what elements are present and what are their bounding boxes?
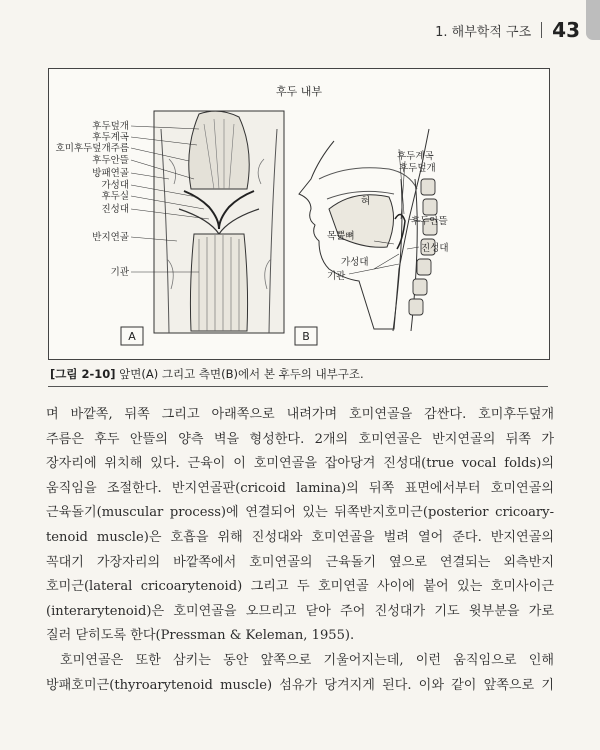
body-line: 장자리에 위치해 있다. 근육이 이 호미연골을 잡아당겨 진성대(true vocal folds)의	[46, 456, 554, 472]
page-tab-marker	[586, 0, 600, 40]
page-number: 43	[552, 18, 580, 42]
body-line: 호미연골은 또한 삼키는 동안 앞쪽으로 기울어지는데, 이런 움직임으로 인해	[60, 652, 554, 668]
body-line: 근육돌기(muscular process)에 연결되어 있는 뒤쪽반지호미근(posterior cricoary-	[46, 505, 554, 521]
panel-a-label-thyroid-cartilage: 방패연골	[92, 168, 129, 179]
panel-a-label-aryepiglottic-fold: 호미후두덮개주름	[55, 143, 129, 154]
panel-a-label-true-vocal-fold: 진성대	[101, 204, 129, 215]
panel-a-illustration	[131, 111, 284, 333]
panel-b-label-vallecula: 후두계곡	[397, 151, 434, 162]
panel-a-label-false-vocal-fold: 가성대	[101, 180, 129, 191]
panel-b-label-epiglottis: 후두덮개	[399, 163, 436, 174]
body-line: 움직임을 조절한다. 반지연골판(cricoid lamina)의 뒤쪽 표면에서부터 호미연골의	[46, 480, 554, 496]
caption-rule	[48, 386, 548, 387]
panel-a-label-epiglottis: 후두덮개	[92, 121, 129, 132]
panel-b-box-label: B	[302, 330, 310, 343]
panel-b-label-hyoid-bone: 목뿔뼈	[327, 231, 355, 242]
chapter-title: 1. 해부학적 구조	[435, 24, 532, 40]
figure-illustration	[49, 69, 549, 359]
body-line: 호미근(lateral cricoarytenoid) 그리고 두 호미연골 사이에 붙어 있는 호미사이근	[46, 579, 554, 595]
body-line: 질러 닫히도록 한다(Pressman & Keleman, 1955).	[46, 628, 355, 644]
body-line: 꼭대기 가장자리의 바깥쪽에서 호미연골의 근육돌기 옆으로 연결되는 외측반지	[46, 554, 554, 570]
panel-b-label-vestibule: 후두안뜰	[411, 216, 448, 227]
running-head	[435, 18, 580, 42]
body-text	[46, 403, 554, 698]
caption-text: 앞면(A) 그리고 측면(B)에서 본 후두의 내부구조.	[115, 367, 364, 381]
panel-a-label-vestibule: 후두안뜰	[92, 155, 129, 166]
panel-a-label-trachea: 기관	[110, 267, 129, 278]
header-divider	[541, 22, 542, 38]
panel-b-label-tongue: 혀	[361, 196, 371, 207]
body-line: 주름은 후두 안뜰의 양측 벽을 형성한다. 2개의 호미연골은 반지연골의 뒤쪽 가	[46, 431, 554, 447]
body-line: 며 바깥쪽, 뒤쪽 그리고 아래쪽으로 내려가며 호미연골을 감싼다. 호미후두덮개	[46, 407, 554, 422]
panel-a-label-vallecula: 후두계곡	[92, 132, 129, 143]
caption-number: [그림 2-10]	[50, 367, 116, 381]
panel-b-label-trachea: 기관	[327, 271, 346, 282]
panel-b-label-false-vocal-fold: 가성대	[341, 257, 369, 268]
panel-a-box-label: A	[128, 330, 136, 343]
body-line: 방패호미근(thyroarytenoid muscle) 섬유가 당겨지게 된다. 이와 같이 앞쪽으로 기	[46, 677, 554, 693]
panel-a-label-ventricle: 후두실	[101, 191, 129, 202]
body-line: tenoid muscle)은 호흡을 위해 진성대와 호미연골을 벌려 열어 준다. 반지연골의	[46, 529, 554, 545]
figure-title: 후두 내부	[275, 85, 322, 98]
panel-a-label-cricoid-cartilage: 반지연골	[92, 232, 129, 243]
body-line: (interarytenoid)은 호미연골을 오므리고 닫아 주어 진성대가 기도 윗부분을 가로	[46, 603, 554, 619]
panel-b-label-true-vocal-fold: 진성대	[421, 243, 449, 254]
figure-frame	[48, 68, 550, 360]
figure-caption	[50, 366, 364, 382]
